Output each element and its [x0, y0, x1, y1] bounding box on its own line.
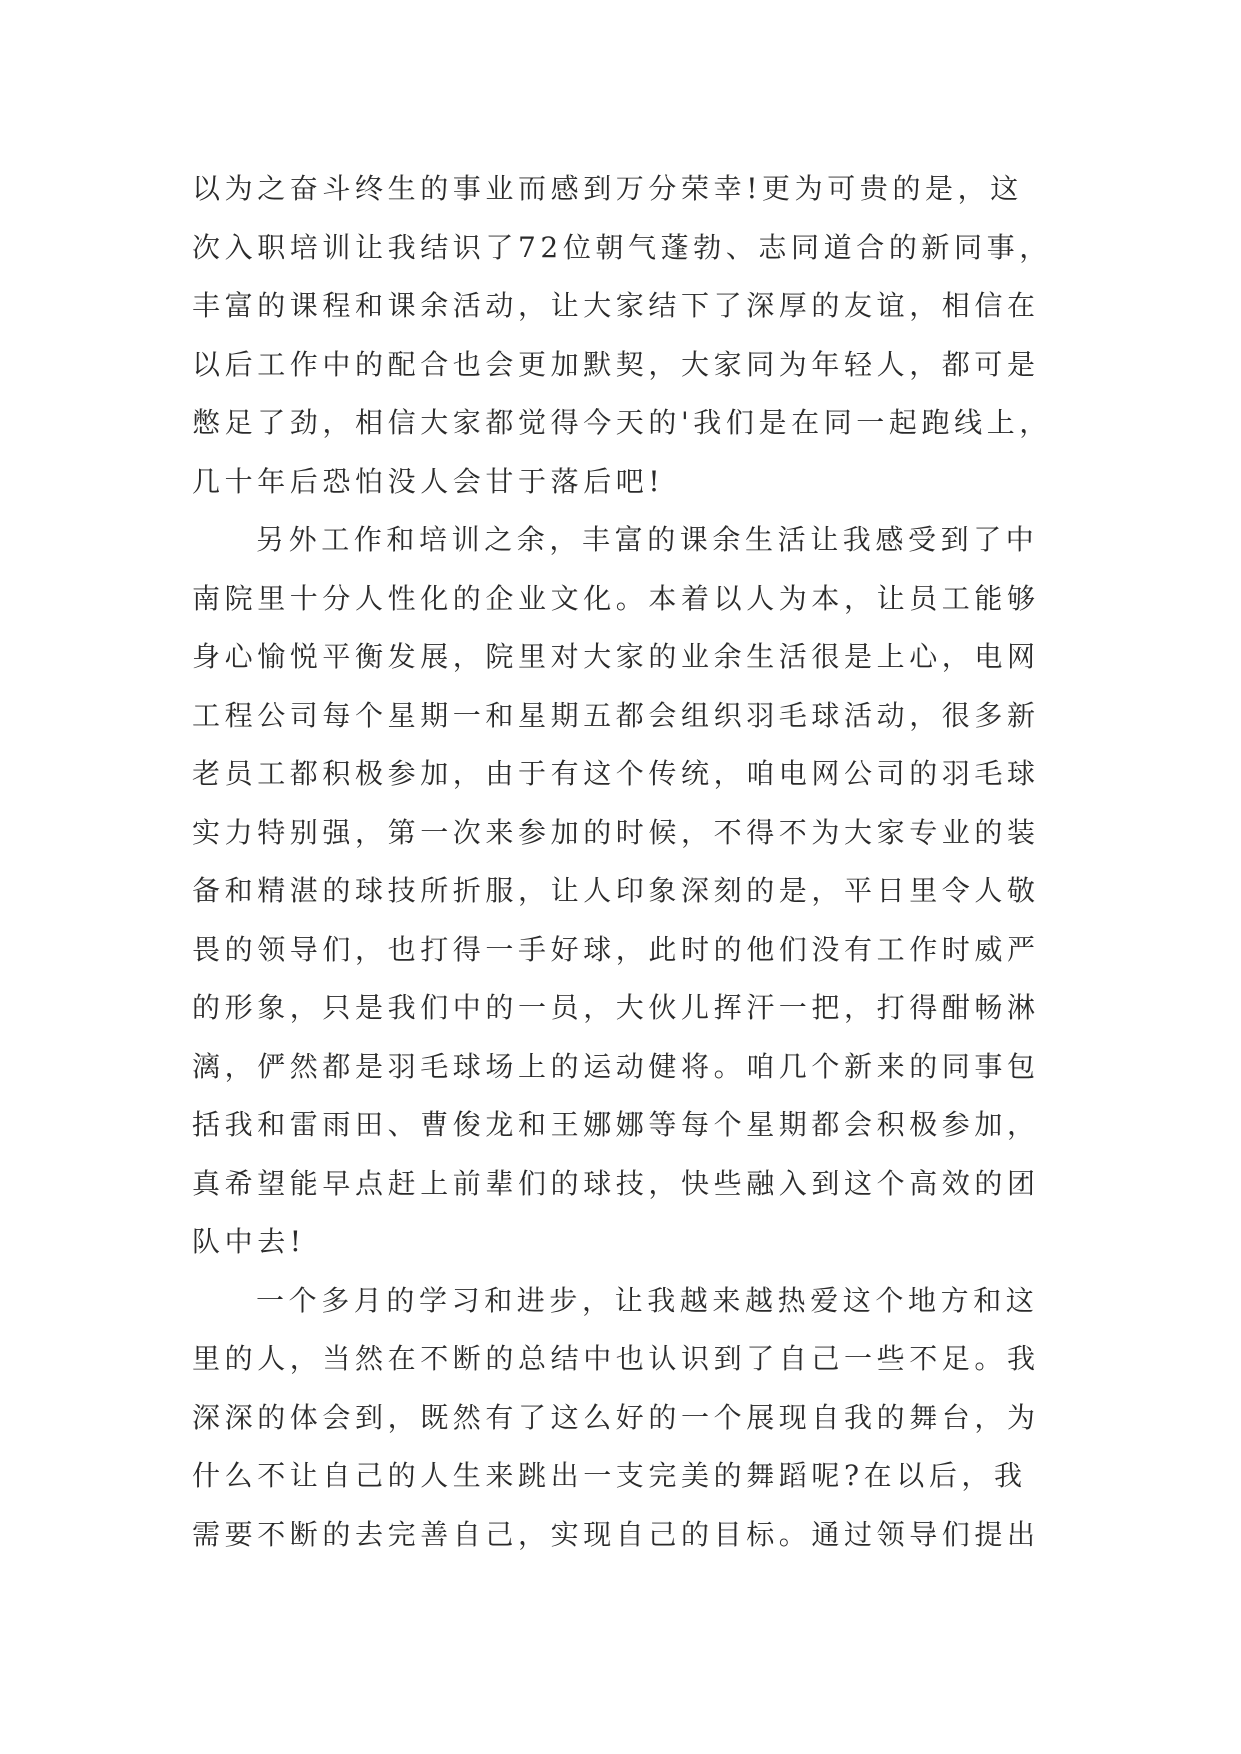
paragraph-1-line-1: 以为之奋斗终生的事业而感到万分荣幸!更为可贵的是，这	[192, 172, 1023, 205]
paragraph-3-line-5: 需要不断的去完善自己，实现自己的目标。通过领导们提出	[192, 1517, 1040, 1551]
paragraph-3-line-4: 什么不让自己的人生来跳出一支完美的舞蹈呢?在以后，我	[192, 1459, 1027, 1492]
paragraph-2-line-8: 畏的领导们，也打得一手好球，此时的他们没有工作时威严	[192, 932, 1040, 966]
paragraph-3-line-1: 一个多月的学习和进步，让我越来越热爱这个地方和这	[256, 1283, 1039, 1317]
paragraph-2-line-6: 实力特别强，第一次来参加的时候，不得不为大家专业的装	[192, 815, 1040, 849]
paragraph-3-line-2: 里的人，当然在不断的总结中也认识到了自己一些不足。我	[192, 1342, 1040, 1375]
paragraph-2-line-9: 的形象，只是我们中的一员，大伙儿挥汗一把，打得酣畅淋	[192, 991, 1040, 1024]
paragraph-1-line-5: 憋足了劲，相信大家都觉得今天的'我们是在同一起跑线上，	[192, 406, 1052, 439]
paragraph-2-line-7: 备和精湛的球技所折服，让人印象深刻的是，平日里令人敬	[192, 874, 1040, 907]
paragraph-2-line-13: 队中去!	[192, 1225, 306, 1258]
paragraph-2-line-1: 另外工作和培训之余，丰富的课余生活让我感受到了中	[256, 523, 1039, 556]
paragraph-1-line-6: 几十年后恐怕没人会甘于落后吧!	[192, 464, 665, 498]
paragraph-2-line-11: 括我和雷雨田、曹俊龙和王娜娜等每个星期都会积极参加，	[192, 1108, 1040, 1141]
paragraph-2-line-2: 南院里十分人性化的企业文化。本着以人为本，让员工能够	[192, 581, 1040, 615]
paragraph-1-line-3: 丰富的课程和课余活动，让大家结下了深厚的友谊，相信在	[192, 289, 1040, 322]
document-body	[192, 160, 1072, 1564]
paragraph-2-line-12: 真希望能早点赶上前辈们的球技，快些融入到这个高效的团	[192, 1166, 1040, 1200]
paragraph-2-line-4: 工程公司每个星期一和星期五都会组织羽毛球活动，很多新	[192, 698, 1040, 732]
paragraph-2-line-3: 身心愉悦平衡发展，院里对大家的业余生活很是上心，电网	[192, 640, 1040, 673]
paragraph-1-line-2: 次入职培训让我结识了72位朝气蓬勃、志同道合的新同事，	[192, 230, 1052, 264]
paragraph-2-line-5: 老员工都积极参加，由于有这个传统，咱电网公司的羽毛球	[192, 757, 1040, 790]
paragraph-2-line-10: 漓，俨然都是羽毛球场上的运动健将。咱几个新来的同事包	[192, 1049, 1040, 1083]
paragraph-1-line-4: 以后工作中的配合也会更加默契，大家同为年轻人，都可是	[192, 347, 1040, 381]
paragraph-3-line-3: 深深的体会到，既然有了这么好的一个展现自我的舞台，为	[192, 1400, 1040, 1434]
